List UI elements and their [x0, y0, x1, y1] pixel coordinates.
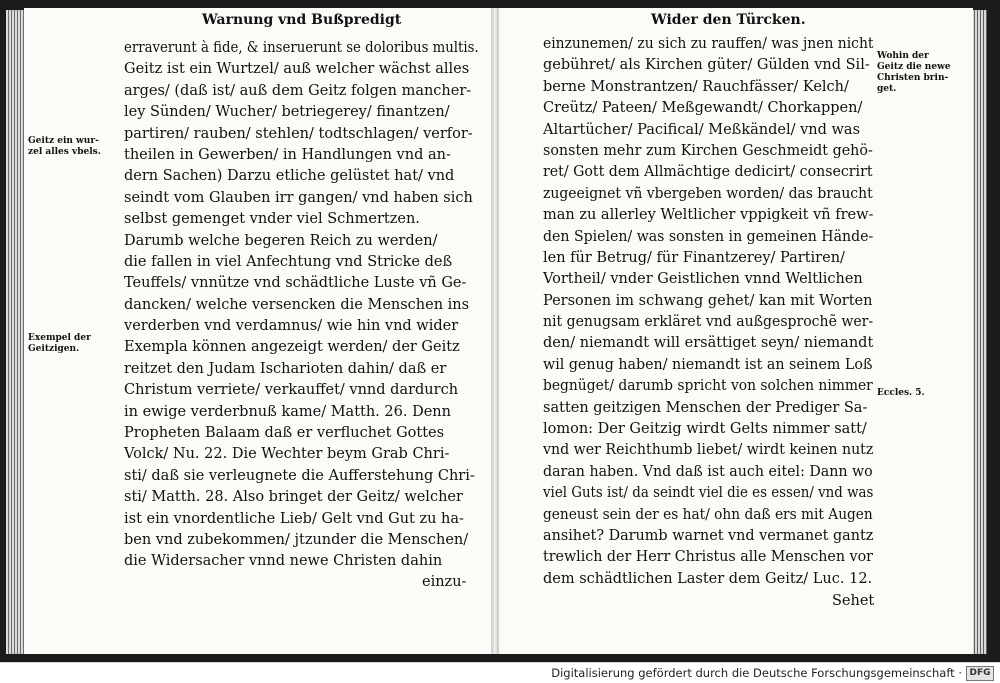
text-line: ist ein vnordentliche Lieb/ Gelt vnd Gut zu ha- — [124, 510, 464, 527]
text-line: verderben vnd verdamnus/ wie hin vnd wider — [124, 318, 459, 335]
text-line: Exempla können angezeigt werden/ der Geitz — [124, 339, 460, 356]
text-line: theilen in Gewerben/ in Handlungen vnd an- — [124, 146, 451, 163]
footer-bar — [0, 662, 1000, 683]
text-line: geneust sein der es hat/ ohn daß ers mit Augen — [543, 506, 873, 523]
text-line: sti/ daß sie verleugnete die Aufferstehung Chri- — [124, 467, 475, 484]
text-line: Altartücher/ Pacifical/ Meßkändel/ vnd was — [543, 121, 861, 138]
text-line: partiren/ rauben/ stehlen/ todtschlagen/ verfor- — [124, 125, 473, 142]
text-line: selbst gemenget vnder viel Schmertzen. — [124, 211, 420, 228]
text-line: sti/ Matth. 28. Also bringet der Geitz/ welcher — [124, 489, 463, 506]
text-line: Volck/ Nu. 22. Die Wechter beym Grab Chri- — [124, 446, 450, 463]
running-head-left: Warnung vnd Bußpredigt — [202, 12, 402, 28]
text-line: ansihet? Darumb warnet vnd vermanet gantz — [543, 527, 874, 544]
text-line: in ewige verderbnuß kame/ Matth. 26. Denn — [124, 403, 451, 420]
text-line: Darumb welche begeren Reich zu werden/ — [124, 232, 438, 249]
text-line: berne Monstrantzen/ Rauchfässer/ Kelch/ — [543, 78, 849, 95]
page-edges-right — [971, 10, 987, 654]
left-page — [24, 8, 495, 654]
running-head-right: Wider den Türcken. — [651, 12, 806, 28]
text-line: Vortheil/ vnder Geistlichen vnnd Weltlichen — [543, 271, 863, 288]
text-line: begnüget/ darumb spricht von solchen nimmer — [543, 378, 873, 395]
text-line: dem schädtlichen Laster dem Geitz/ Luc. 12. — [543, 570, 873, 587]
text-line: dern Sachen) Darzu etliche gelüstet hat/ vnd — [124, 168, 455, 185]
text-line: ret/ Gott dem Allmächtige dedicirt/ consecrirt — [543, 164, 873, 181]
funding-credit: Digitalisierung gefördert durch die Deutsche Forschungsgemeinschaft · — [551, 666, 962, 680]
side-note: Geitz ein wur- zel alles vbels. — [28, 136, 101, 157]
text-line: ben vnd zubekommen/ jtzunder die Menschen/ — [124, 531, 469, 548]
text-line: daran haben. Vnd daß ist auch eitel: Dann wo — [543, 463, 873, 480]
text-line: reitzet den Judam Ischarioten dahin/ daß er — [124, 360, 447, 377]
text-line: Teuffels/ vnnütze vnd schädtliche Luste vñ Ge- — [124, 275, 467, 292]
text-line: den Spielen/ was sonsten in gemeinen Hände- — [543, 228, 874, 245]
text-line: Geitz ist ein Wurtzel/ auß welcher wächst alles — [124, 61, 470, 78]
text-line: viel Guts ist/ da seindt viel die es essen/ vnd was — [543, 485, 874, 502]
text-line: Christum verriete/ verkauffet/ vnnd dardurch — [124, 382, 459, 399]
text-line: einzunemen/ zu sich zu rauffen/ was jnen nicht — [543, 36, 874, 52]
text-line: dancken/ welche versencken die Menschen ins — [124, 296, 470, 313]
text-line: trewlich der Herr Christus alle Menschen vor — [543, 549, 873, 566]
text-line: man zu allerley Weltlicher vppigkeit vñ frew- — [543, 207, 874, 224]
text-line: ley Sünden/ Wucher/ betriegerey/ finantzen/ — [124, 104, 450, 121]
right-page-text — [543, 34, 901, 590]
text-line: die Widersacher vnnd newe Christen dahin — [124, 553, 443, 570]
text-line: Propheten Balaam daß er verfluchet Gottes — [124, 425, 445, 442]
side-note: Eccles. 5. — [877, 388, 925, 398]
text-line: seindt vom Glauben irr gangen/ vnd haben sich — [124, 189, 473, 206]
text-line: Personen im schwang gehet/ kan mit Worten — [543, 292, 873, 309]
text-line: vnd wer Reichthumb liebet/ wirdt keinen nutz — [543, 442, 874, 459]
text-line: Creütz/ Pateen/ Meßgewandt/ Chorkappen/ — [543, 100, 863, 117]
text-line: die fallen in viel Anfechtung vnd Stricke deß — [124, 253, 453, 270]
text-line: len für Betrug/ für Finantzerey/ Partiren/ — [543, 249, 845, 266]
dfg-logo: DFG — [966, 666, 994, 681]
text-line: nit genugsam erkläret vnd außgesprochẽ wer- — [543, 314, 874, 331]
side-note: Exempel der Geitzigen. — [28, 333, 91, 354]
catchword: einzu- — [422, 574, 467, 590]
text-line: lomon: Der Geitzig wirdt Gelts nimmer satt/ — [543, 421, 867, 438]
right-page — [497, 8, 973, 654]
text-line: gebühret/ als Kirchen güter/ Gülden vnd Sil- — [543, 57, 870, 74]
text-line: arges/ (daß ist/ auß dem Geitz folgen mancher- — [124, 82, 472, 99]
text-line: zugeeignet vñ vbergeben worden/ das braucht — [543, 185, 873, 202]
page-edges-left — [6, 10, 24, 654]
side-note: Wohin der Geitz die newe Christen brin- get. — [877, 51, 951, 94]
text-line: sonsten mehr zum Kirchen Geschmeidt gehö- — [543, 142, 873, 159]
text-line: satten geitzigen Menschen der Prediger Sa- — [543, 399, 868, 416]
text-line: wil genug haben/ niemandt ist an seinem Loß — [543, 356, 873, 373]
text-line: den/ niemandt will ersättiget seyn/ niemandt — [543, 335, 874, 352]
left-page-text — [124, 38, 495, 573]
text-line: erraverunt à fide, & inseruerunt se doloribus multis. — [124, 40, 479, 56]
catchword: Sehet — [832, 593, 875, 609]
